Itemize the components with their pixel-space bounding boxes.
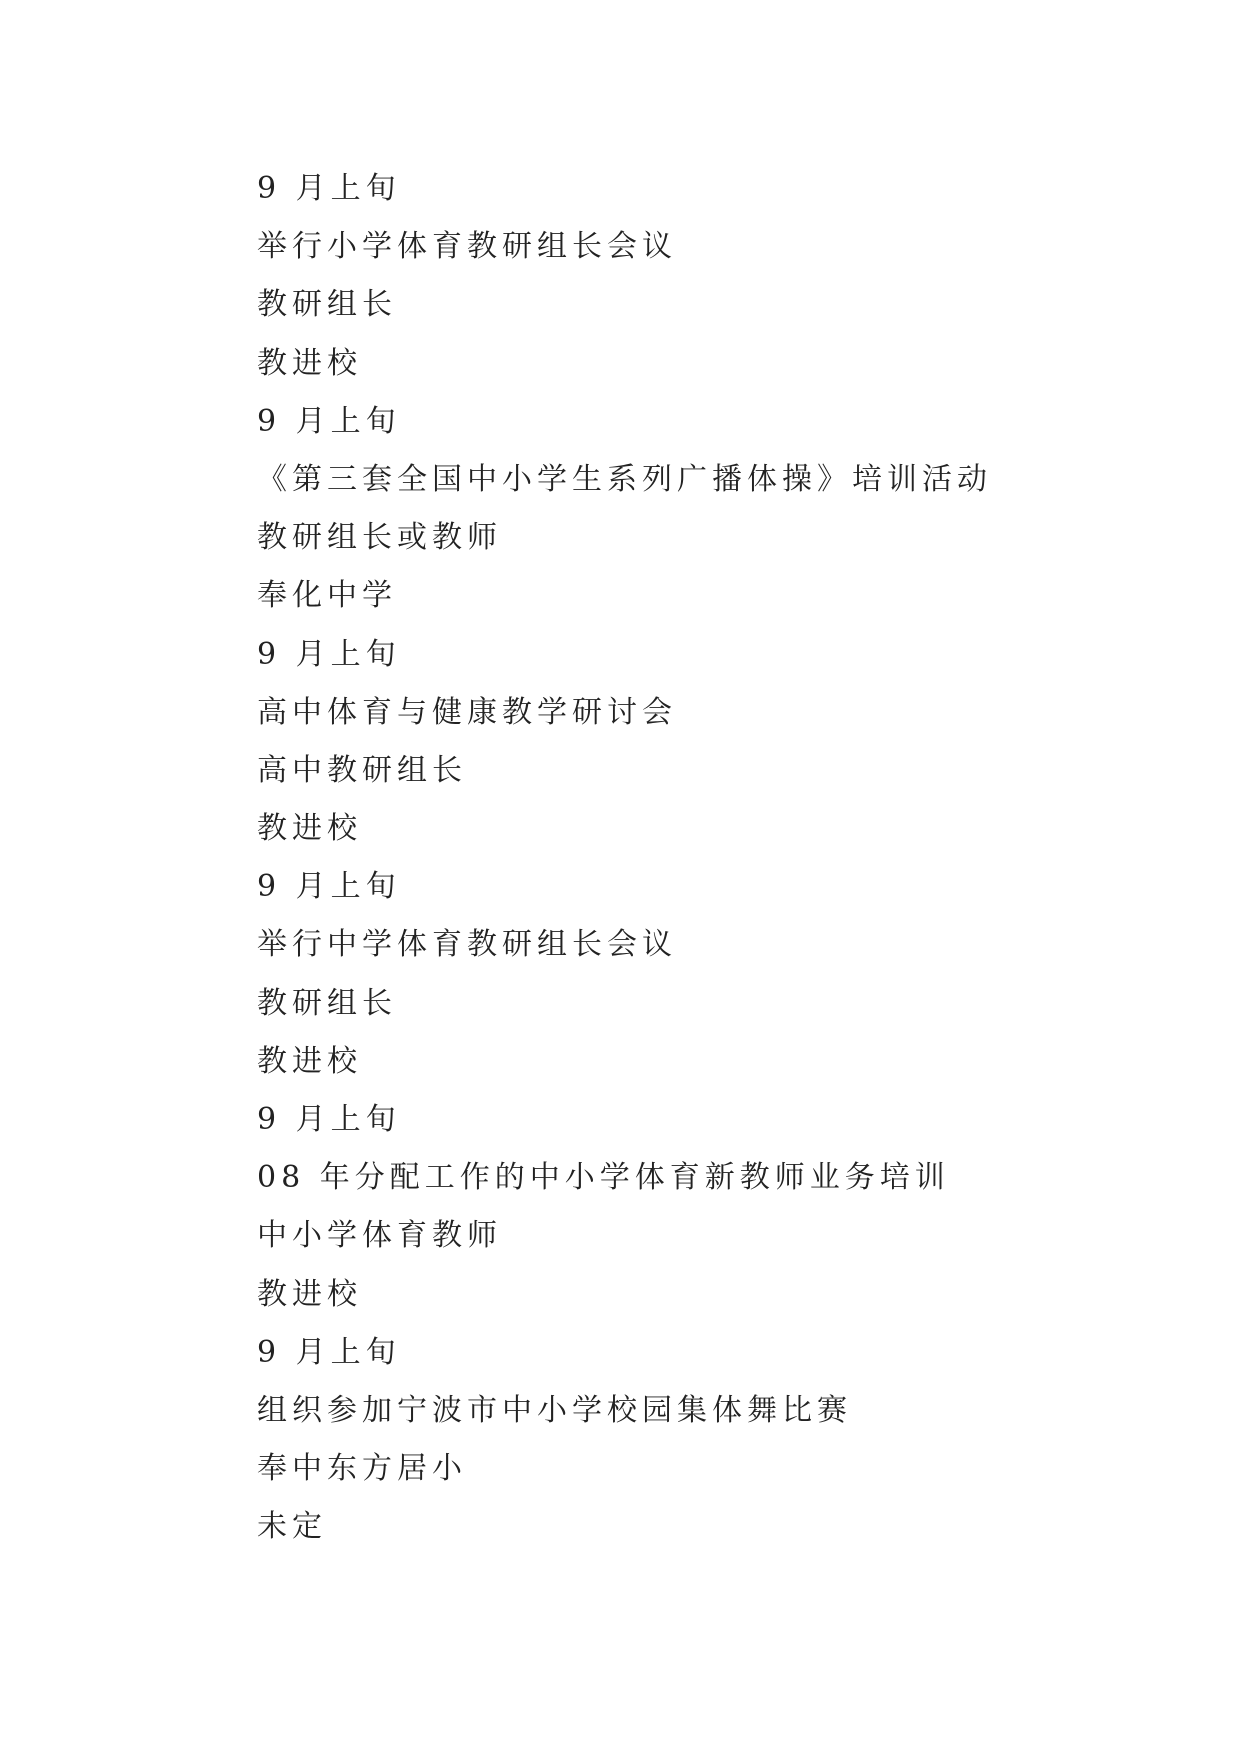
participants-line: 教研组长 <box>257 985 397 1021</box>
location-line: 教进校 <box>257 1043 362 1079</box>
location-line: 奉化中学 <box>257 578 397 614</box>
participants-line: 高中教研组长 <box>257 752 467 788</box>
location-line: 教进校 <box>257 811 362 847</box>
location-line: 未定 <box>257 1509 327 1545</box>
activity-line: 组织参加宁波市中小学校园集体舞比赛 <box>257 1392 852 1428</box>
location-line: 教进校 <box>257 345 362 381</box>
activity-line: 举行小学体育教研组长会议 <box>257 229 677 265</box>
participants-line: 教研组长或教师 <box>257 520 502 556</box>
date-line: 9 月上旬 <box>257 403 401 439</box>
activity-line: 高中体育与健康教学研讨会 <box>257 694 677 730</box>
location-line: 教进校 <box>257 1276 362 1312</box>
date-line: 9 月上旬 <box>257 636 401 672</box>
participants-line: 中小学体育教师 <box>257 1218 502 1254</box>
date-line: 9 月上旬 <box>257 869 401 905</box>
date-line: 9 月上旬 <box>257 171 401 206</box>
participants-line: 奉中东方居小 <box>257 1451 467 1487</box>
activity-line: 《第三套全国中小学生系列广播体操》培训活动 <box>257 461 992 497</box>
date-line: 9 月上旬 <box>257 1102 401 1137</box>
activity-line: 举行中学体育教研组长会议 <box>257 927 677 963</box>
schedule-text-block <box>257 160 992 1557</box>
date-line: 9 月上旬 <box>257 1334 401 1370</box>
activity-line: 08 年分配工作的中小学体育新教师业务培训 <box>257 1160 950 1196</box>
participants-line: 教研组长 <box>257 287 397 323</box>
